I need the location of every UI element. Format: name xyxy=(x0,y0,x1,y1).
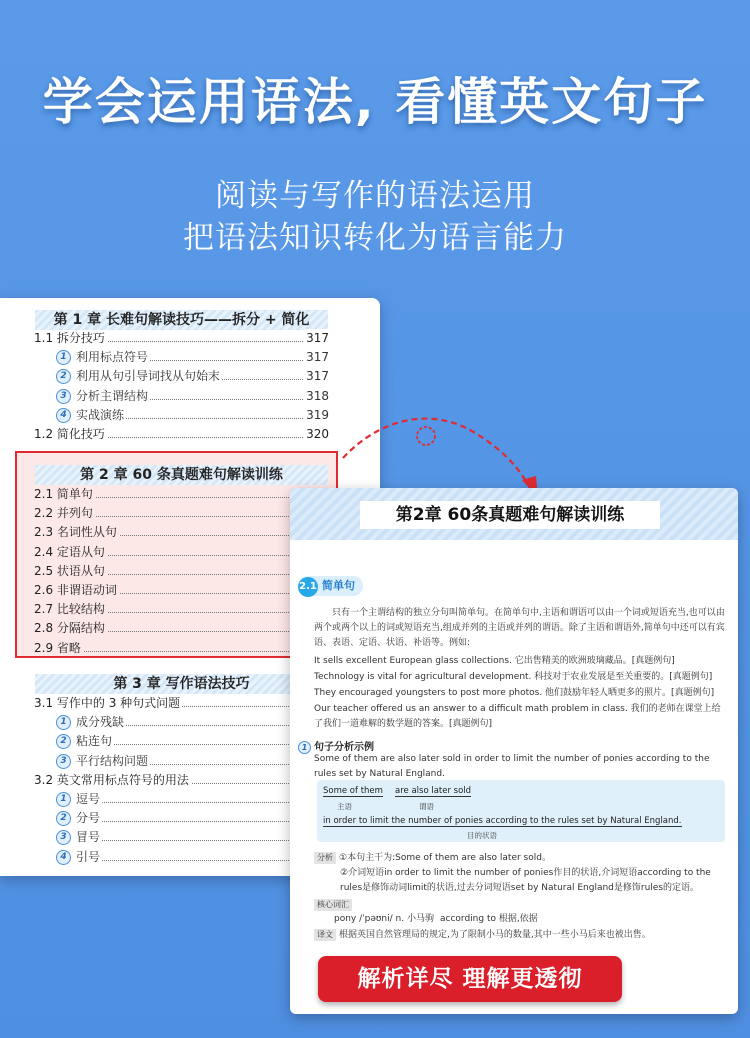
toc-item-label: 2.1 简单句 xyxy=(34,487,93,501)
toc-item-number: 3 xyxy=(56,830,71,845)
toc-item-label: 逗号 xyxy=(76,792,101,806)
translation-line xyxy=(314,928,726,943)
example-1: It sells excellent European glass collections. 它出售精美的欧洲玻璃藏品。[真题例句] xyxy=(314,656,675,666)
grammar-purpose-label: 目的状语 xyxy=(467,831,497,840)
toc-item-number: 2 xyxy=(56,734,71,749)
grammar-predicate-label: 谓语 xyxy=(419,802,434,811)
section-pill xyxy=(298,576,363,596)
toc-item-label: 利用标点符号 xyxy=(76,350,149,365)
section-label: 简单句 xyxy=(322,579,355,592)
example-4: Our teacher offered us an answer to a difficult math problem in class. 我们的老师在课堂上给了我们一道难解的数学题的答案。[真题例句] xyxy=(314,704,721,729)
toc-item-number: 1 xyxy=(56,350,71,365)
toc-item-label: 分号 xyxy=(76,811,101,826)
toc-item-label: 2.8 分隔结构 xyxy=(34,621,105,636)
sub-heading-title: 句子分析示例 xyxy=(314,742,374,753)
toc-item-number: 2 xyxy=(56,369,71,384)
toc-item-label: 实战演练 xyxy=(76,407,125,422)
grammar-purpose: in order to limit the number of ponies according to the rules set by Natural England. xyxy=(323,816,682,826)
feature-banner: 解析详尽 理解更透彻 xyxy=(318,956,622,1002)
toc-page-number: 318 xyxy=(306,388,329,403)
intro-paragraph: 只有一个主谓结构的独立分句叫简单句。在简单句中,主语和谓语可以由一个词或短语充当,也可以由两个或两个以上的词或短语充当,组成并列的主语或并列的谓语。除了主语和谓语外,简单句中还可以有宾语、表语、定语、状语、补语等。例如: xyxy=(314,608,725,648)
toc-item-label: 引号 xyxy=(76,849,101,864)
toc-item-label: 3.2 英文常用标点符号的用法 xyxy=(34,772,189,787)
sub-heading-number: 1 xyxy=(298,741,311,754)
toc-item-label: 2.9 省略 xyxy=(34,640,81,655)
chapter-2-title: 第 2 章 60 条真题难句解读训练 xyxy=(35,465,328,485)
grammar-subject: Some of them xyxy=(323,786,383,796)
toc-page-number: 317 xyxy=(306,350,329,365)
toc-item-label: 分析主谓结构 xyxy=(76,388,149,403)
toc-item-label: 利用从句引导词找从句始末 xyxy=(76,369,221,384)
analysis-1 xyxy=(314,851,726,866)
toc-item-number: 2 xyxy=(56,811,71,826)
chapter-3-title: 第 3 章 写作语法技巧 xyxy=(35,674,328,694)
toc-item-label: 1.2 简化技巧 xyxy=(34,427,105,441)
toc-item-number: 4 xyxy=(56,850,71,865)
section-number: 2.1 xyxy=(298,577,318,597)
detail-header xyxy=(290,488,738,540)
vocab-1: pony /ˈpəʊni/ n. 小马驹 xyxy=(334,914,434,924)
grammar-subject-label: 主语 xyxy=(337,802,352,811)
toc-page-number: 320 xyxy=(306,427,329,441)
toc-item-label: 1.1 拆分技巧 xyxy=(34,331,105,345)
toc-item-label: 粘连句 xyxy=(76,734,113,749)
toc-item-label: 2.2 并列句 xyxy=(34,506,93,521)
toc-item-label: 3.1 写作中的 3 种句式问题 xyxy=(34,696,181,710)
toc-item-label: 2.4 定语从句 xyxy=(34,544,105,559)
example-2: Technology is vital for agricultural development. 科技对于农业发展是至关重要的。[真题例句] xyxy=(314,672,713,682)
toc-item-label: 2.5 状语从句 xyxy=(34,563,105,578)
chapter-1-title: 第 1 章 长难句解读技巧——拆分 + 简化 xyxy=(35,310,328,330)
toc-page-number: 317 xyxy=(306,331,329,345)
analysis-1-text: ①本句主干为:Some of them are also later sold。 xyxy=(339,853,551,863)
subline-2: 把语法知识转化为语言能力 xyxy=(183,220,567,256)
toc-item-number: 3 xyxy=(56,754,71,769)
toc-item-label: 成分残缺 xyxy=(76,715,125,730)
subline-1: 阅读与写作的语法运用 xyxy=(215,178,535,214)
vocab-tag: 核心词汇 xyxy=(314,899,352,911)
vocab-2: according to 根据,依据 xyxy=(440,914,538,924)
toc-item-label: 2.3 名词性从句 xyxy=(34,525,117,540)
analysis-tag: 分析 xyxy=(314,852,336,864)
example-3: They encouraged youngsters to post more photos. 他们鼓励年轻人晒更多的照片。[真题例句] xyxy=(314,688,715,698)
vocab-tag-line xyxy=(314,898,726,913)
headline: 学会运用语法, 看懂英文句子 xyxy=(42,73,708,131)
toc-page-number: 319 xyxy=(306,407,329,422)
toc-item-number: 3 xyxy=(56,389,71,404)
toc-item-label: 冒号 xyxy=(76,830,101,845)
analysis-2: ②介词短语in order to limit the number of ponies作目的状语,介词短语according to the rules是修饰动词limit的状语,过去分词短语set by Natural England是修饰rules的定语。 xyxy=(340,868,711,893)
detail-card xyxy=(290,488,738,1014)
grammar-box xyxy=(317,780,725,842)
grammar-predicate: are also later sold xyxy=(395,786,472,796)
toc-item-label: 2.6 非谓语动词 xyxy=(34,583,117,597)
toc-page-number: 317 xyxy=(306,369,329,384)
translation-tag: 译文 xyxy=(314,929,336,941)
toc-item-label: 平行结构问题 xyxy=(76,753,149,768)
toc-item-number: 4 xyxy=(56,408,71,423)
example-sentence: Some of them are also later sold in order to limit the number of ponies according to the rules set by Natural England. xyxy=(314,754,710,779)
toc-item-number: 1 xyxy=(56,715,71,730)
toc-item-label: 2.7 比较结构 xyxy=(34,602,105,617)
detail-title: 第2章 60条真题难句解读训练 xyxy=(360,501,660,529)
toc-item-number: 1 xyxy=(56,792,71,807)
translation-text: 根据英国自然管理局的规定,为了限制小马的数量,其中一些小马后来也被出售。 xyxy=(339,930,651,940)
